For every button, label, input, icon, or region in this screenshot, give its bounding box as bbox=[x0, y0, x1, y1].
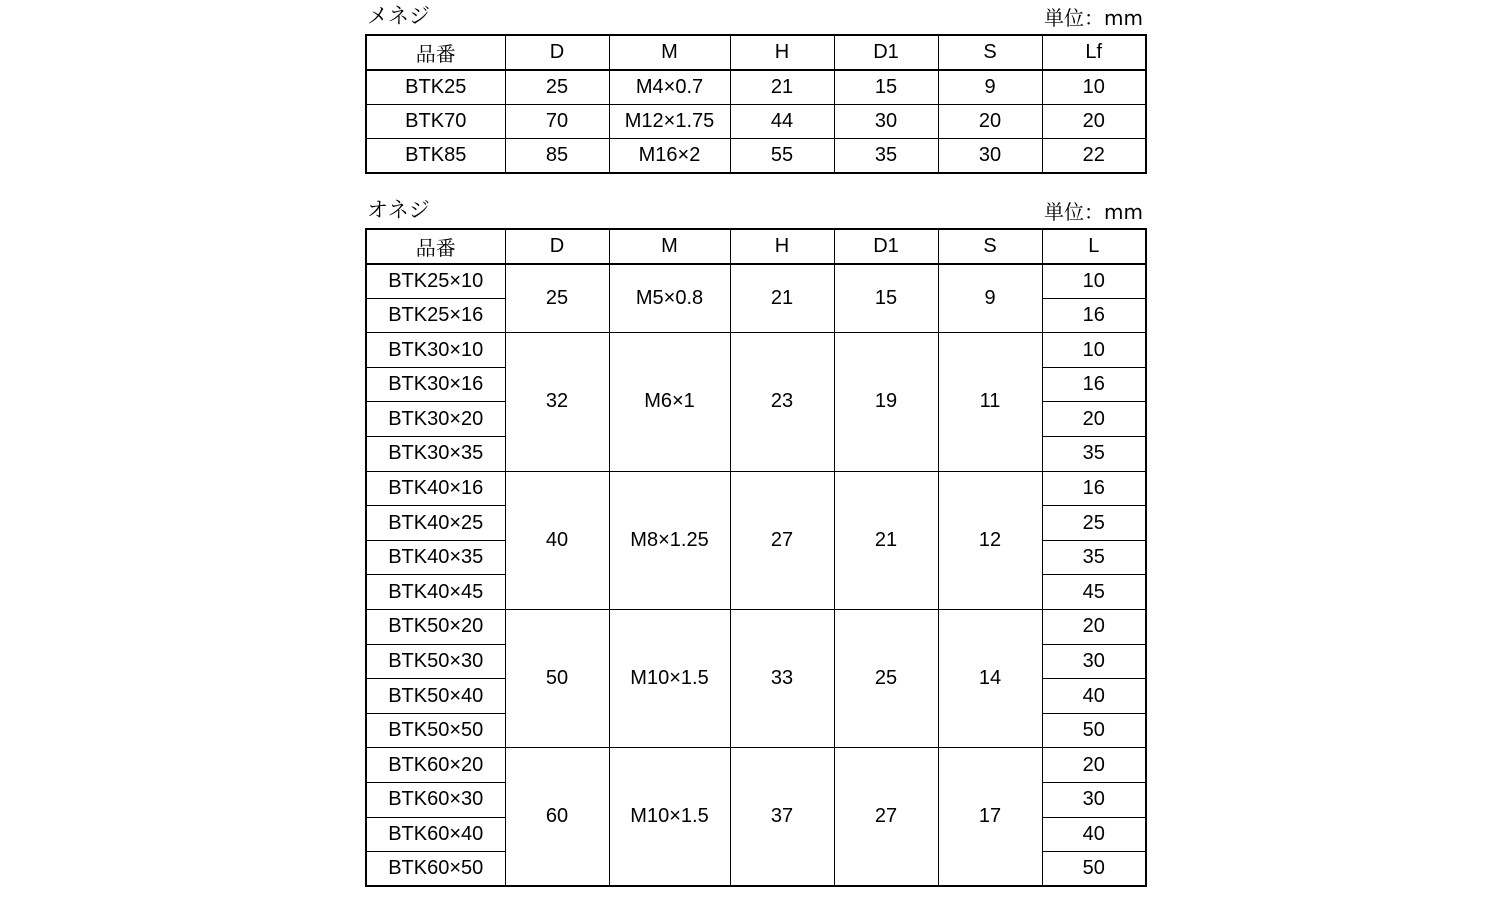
table-header-row bbox=[366, 35, 1146, 70]
cell-part-number: BTK50×20 bbox=[366, 610, 505, 645]
cell-part-number: BTK40×45 bbox=[366, 575, 505, 610]
cell-part-number: BTK25×10 bbox=[366, 264, 505, 299]
cell-s: 9 bbox=[938, 264, 1042, 333]
male-thread-section bbox=[365, 196, 1145, 887]
cell-h: 37 bbox=[730, 748, 834, 886]
female-unit-label: 単位：mm bbox=[1044, 6, 1143, 30]
cell-d: 50 bbox=[505, 610, 609, 748]
cell-d: 40 bbox=[505, 471, 609, 609]
header-d1: D1 bbox=[834, 35, 938, 70]
cell-part-number: BTK30×10 bbox=[366, 333, 505, 368]
header-part-number: 品番 bbox=[366, 35, 505, 70]
cell-d: 25 bbox=[505, 70, 609, 105]
cell-d: 32 bbox=[505, 333, 609, 471]
header-s: S bbox=[938, 35, 1042, 70]
cell-l: 35 bbox=[1042, 437, 1146, 472]
cell-d1: 25 bbox=[834, 610, 938, 748]
table-row bbox=[366, 333, 1146, 368]
female-title: メネジ bbox=[367, 4, 430, 28]
cell-l: 50 bbox=[1042, 852, 1146, 887]
cell-d1: 15 bbox=[834, 264, 938, 333]
cell-m: M8×1.25 bbox=[609, 471, 730, 609]
cell-l: 10 bbox=[1042, 264, 1146, 299]
male-spec-table bbox=[365, 228, 1147, 887]
cell-part-number: BTK60×50 bbox=[366, 852, 505, 887]
male-unit-label: 単位：mm bbox=[1044, 200, 1143, 224]
cell-m: M5×0.8 bbox=[609, 264, 730, 333]
cell-part-number: BTK60×40 bbox=[366, 817, 505, 852]
cell-part-number: BTK60×20 bbox=[366, 748, 505, 783]
cell-h: 23 bbox=[730, 333, 834, 471]
male-caption bbox=[365, 196, 1145, 228]
male-table-body bbox=[366, 264, 1146, 887]
cell-d1: 35 bbox=[834, 139, 938, 174]
cell-part-number: BTK40×16 bbox=[366, 471, 505, 506]
cell-h: 55 bbox=[730, 139, 834, 174]
cell-s: 30 bbox=[938, 139, 1042, 174]
cell-part-number: BTK25 bbox=[366, 70, 505, 105]
header-d1: D1 bbox=[834, 229, 938, 264]
cell-part-number: BTK60×30 bbox=[366, 783, 505, 818]
cell-l: 30 bbox=[1042, 644, 1146, 679]
cell-l: 40 bbox=[1042, 679, 1146, 714]
table-header-row bbox=[366, 229, 1146, 264]
header-h: H bbox=[730, 229, 834, 264]
cell-m: M16×2 bbox=[609, 139, 730, 174]
cell-d1: 19 bbox=[834, 333, 938, 471]
cell-lf: 10 bbox=[1042, 70, 1146, 105]
cell-s: 14 bbox=[938, 610, 1042, 748]
cell-l: 10 bbox=[1042, 333, 1146, 368]
cell-m: M10×1.5 bbox=[609, 748, 730, 886]
cell-h: 44 bbox=[730, 104, 834, 139]
cell-part-number: BTK30×20 bbox=[366, 402, 505, 437]
cell-s: 12 bbox=[938, 471, 1042, 609]
cell-l: 20 bbox=[1042, 402, 1146, 437]
cell-l: 40 bbox=[1042, 817, 1146, 852]
table-row bbox=[366, 264, 1146, 299]
cell-part-number: BTK50×40 bbox=[366, 679, 505, 714]
cell-l: 35 bbox=[1042, 540, 1146, 575]
cell-part-number: BTK70 bbox=[366, 104, 505, 139]
cell-d1: 27 bbox=[834, 748, 938, 886]
cell-l: 16 bbox=[1042, 367, 1146, 402]
table-row bbox=[366, 748, 1146, 783]
cell-d1: 30 bbox=[834, 104, 938, 139]
header-m: M bbox=[609, 229, 730, 264]
cell-h: 27 bbox=[730, 471, 834, 609]
cell-part-number: BTK40×25 bbox=[366, 506, 505, 541]
female-thread-section bbox=[365, 2, 1145, 174]
header-m: M bbox=[609, 35, 730, 70]
cell-part-number: BTK30×16 bbox=[366, 367, 505, 402]
header-h: H bbox=[730, 35, 834, 70]
header-d: D bbox=[505, 229, 609, 264]
cell-s: 9 bbox=[938, 70, 1042, 105]
cell-l: 25 bbox=[1042, 506, 1146, 541]
table-row bbox=[366, 104, 1146, 139]
cell-s: 20 bbox=[938, 104, 1042, 139]
table-row bbox=[366, 610, 1146, 645]
cell-lf: 20 bbox=[1042, 104, 1146, 139]
cell-l: 45 bbox=[1042, 575, 1146, 610]
cell-h: 33 bbox=[730, 610, 834, 748]
header-d: D bbox=[505, 35, 609, 70]
cell-l: 16 bbox=[1042, 298, 1146, 333]
cell-part-number: BTK30×35 bbox=[366, 437, 505, 472]
header-part-number: 品番 bbox=[366, 229, 505, 264]
table-row bbox=[366, 70, 1146, 105]
cell-d: 70 bbox=[505, 104, 609, 139]
cell-d: 25 bbox=[505, 264, 609, 333]
cell-h: 21 bbox=[730, 70, 834, 105]
header-l: L bbox=[1042, 229, 1146, 264]
cell-l: 20 bbox=[1042, 610, 1146, 645]
cell-lf: 22 bbox=[1042, 139, 1146, 174]
cell-s: 17 bbox=[938, 748, 1042, 886]
cell-l: 50 bbox=[1042, 713, 1146, 748]
cell-m: M6×1 bbox=[609, 333, 730, 471]
cell-l: 30 bbox=[1042, 783, 1146, 818]
female-spec-table bbox=[365, 34, 1147, 174]
cell-part-number: BTK50×30 bbox=[366, 644, 505, 679]
header-lf: Lf bbox=[1042, 35, 1146, 70]
cell-h: 21 bbox=[730, 264, 834, 333]
cell-m: M12×1.75 bbox=[609, 104, 730, 139]
male-title: オネジ bbox=[367, 198, 430, 222]
cell-s: 11 bbox=[938, 333, 1042, 471]
cell-part-number: BTK50×50 bbox=[366, 713, 505, 748]
cell-part-number: BTK40×35 bbox=[366, 540, 505, 575]
cell-d1: 15 bbox=[834, 70, 938, 105]
cell-d: 60 bbox=[505, 748, 609, 886]
cell-l: 20 bbox=[1042, 748, 1146, 783]
table-row bbox=[366, 139, 1146, 174]
female-caption bbox=[365, 2, 1145, 34]
table-row bbox=[366, 471, 1146, 506]
cell-part-number: BTK25×16 bbox=[366, 298, 505, 333]
cell-l: 16 bbox=[1042, 471, 1146, 506]
cell-d: 85 bbox=[505, 139, 609, 174]
cell-m: M10×1.5 bbox=[609, 610, 730, 748]
header-s: S bbox=[938, 229, 1042, 264]
cell-m: M4×0.7 bbox=[609, 70, 730, 105]
cell-part-number: BTK85 bbox=[366, 139, 505, 174]
cell-d1: 21 bbox=[834, 471, 938, 609]
